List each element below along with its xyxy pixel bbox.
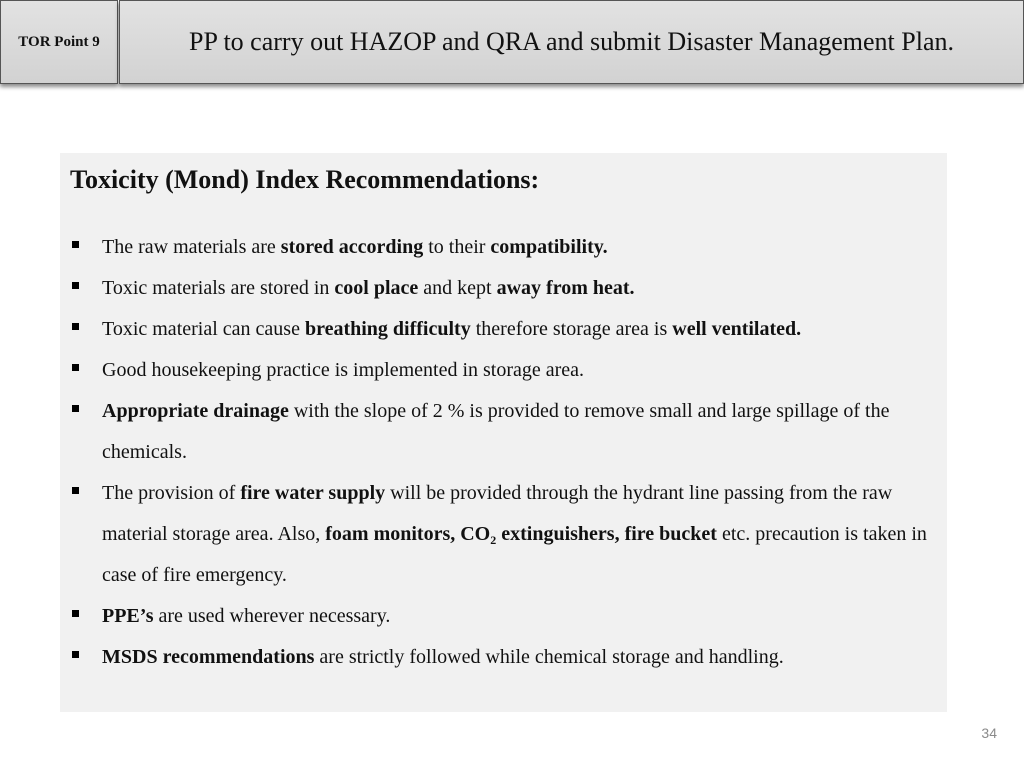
item-text: are used wherever necessary. bbox=[153, 605, 391, 627]
list-item bbox=[70, 637, 935, 678]
square-bullet-icon bbox=[72, 487, 79, 494]
item-text: Good housekeeping practice is implemented in storage area. bbox=[102, 359, 585, 381]
item-bold: MSDS recommendations bbox=[102, 646, 315, 668]
list-item bbox=[70, 473, 935, 596]
square-bullet-icon bbox=[72, 364, 79, 371]
list-item bbox=[70, 391, 935, 473]
item-bold: Appropriate drainage bbox=[102, 400, 289, 422]
item-bold: away from heat. bbox=[496, 277, 635, 299]
tor-point-label bbox=[0, 0, 118, 84]
item-text: are strictly followed while chemical storage and handling. bbox=[314, 646, 784, 668]
item-text: Toxic material can cause bbox=[102, 318, 305, 340]
recommendation-list bbox=[70, 227, 935, 678]
tor-point-text: TOR Point 9 bbox=[18, 33, 100, 50]
square-bullet-icon bbox=[72, 405, 79, 412]
square-bullet-icon bbox=[72, 651, 79, 658]
recommendations-panel bbox=[60, 153, 947, 712]
item-bold: cool place bbox=[334, 277, 419, 299]
item-bold: stored according bbox=[280, 236, 424, 258]
square-bullet-icon bbox=[72, 241, 79, 248]
item-text: with the slope of 2 % is provided to remove small and large spillage of the chemicals. bbox=[102, 400, 890, 463]
slide-title: PP to carry out HAZOP and QRA and submit Disaster Management Plan. bbox=[189, 27, 954, 56]
section-heading: Toxicity (Mond) Index Recommendations: bbox=[70, 165, 540, 194]
list-item bbox=[70, 268, 935, 309]
item-text: The raw materials are bbox=[102, 236, 281, 258]
item-bold: foam monitors, CO bbox=[325, 523, 491, 545]
list-item bbox=[70, 350, 935, 391]
item-bold: breathing difficulty bbox=[304, 318, 471, 340]
item-bold: PPE’s bbox=[102, 605, 154, 627]
item-text: therefore storage area is bbox=[470, 318, 673, 340]
subscript-two: 2 bbox=[490, 533, 497, 547]
item-text: Toxic materials are stored in bbox=[102, 277, 335, 299]
square-bullet-icon bbox=[72, 610, 79, 617]
item-text: and kept bbox=[418, 277, 497, 299]
item-bold: well ventilated. bbox=[672, 318, 802, 340]
item-bold: compatibility. bbox=[490, 236, 608, 258]
item-bold: extinguishers, fire bucket bbox=[496, 523, 717, 545]
item-text: will be provided through the hydrant line passing from the raw material storage area. Also, bbox=[102, 482, 893, 545]
list-item bbox=[70, 309, 935, 350]
item-text: etc. precaution is taken in case of fire emergency. bbox=[102, 523, 927, 586]
list-item bbox=[70, 227, 935, 268]
page-number: 34 bbox=[981, 725, 997, 741]
item-text: to their bbox=[423, 236, 491, 258]
square-bullet-icon bbox=[72, 323, 79, 330]
square-bullet-icon bbox=[72, 282, 79, 289]
slide-title-bar bbox=[119, 0, 1024, 84]
item-bold: fire water supply bbox=[240, 482, 386, 504]
list-item bbox=[70, 596, 935, 637]
item-text: The provision of bbox=[102, 482, 241, 504]
